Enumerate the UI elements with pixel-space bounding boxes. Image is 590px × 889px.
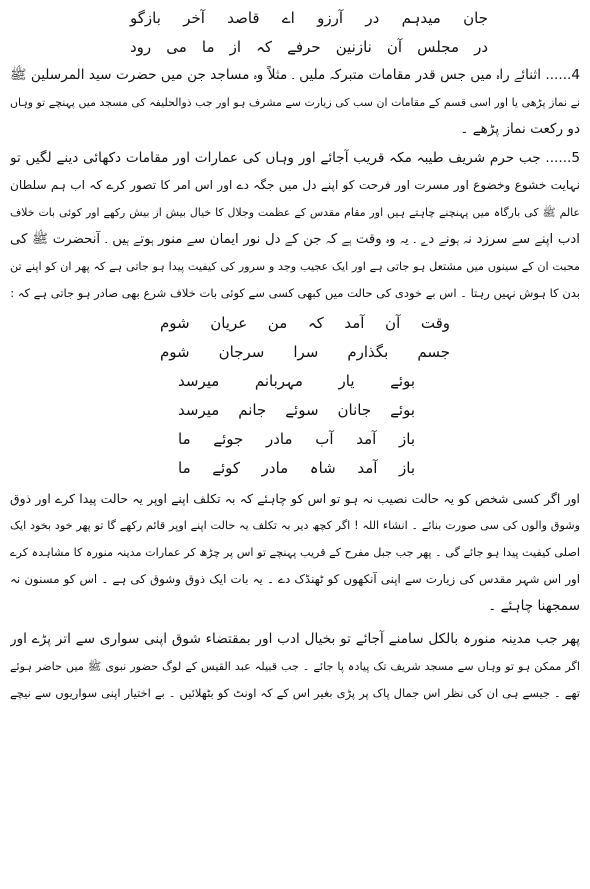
verse-line: جسم بگذارم سرا سرجان شوم — [160, 343, 450, 361]
text-line: محبت ان کے سینوں میں مشتعل ہو جاتی ہے اور ایک عجیب وجد و سرور کی کیفیت پیدا ہو جاتی ہے کہ پھر ان کو اپنے تن — [10, 260, 580, 273]
text-line: وشوق والوں کی سی صورت بنائے ۔ انشاء اللہ ! اگر کچھ دیر بہ تکلف یہ حالت اپنے اوپر قائم رکھے گا تو پھر خود بخود ایک — [10, 519, 580, 532]
verse-line: بوئے جانان سوئے جانم میرسد — [178, 401, 415, 419]
verse-block-1 — [10, 4, 580, 62]
paragraph-7 — [10, 626, 580, 707]
verse-line: بوئے یار مہربانم میرسد — [178, 372, 415, 390]
text-line: سمجھنا چاہئے ۔ — [488, 598, 580, 614]
text-line: اور اگر کسی شخص کو یہ حالت نصیب نہ ہو تو اس کو چاہئے کہ بہ تکلف اپنے اوپر یہ حالت پیدا کرے اور ذوق — [10, 491, 580, 506]
text-line: بدن کا ہوش نہیں رہتا ۔ اس بے خودی کی حالت میں کبھی کسی سے کوئی بات خلاف شرع بھی صادر ہو جاتی ہے کہ : — [10, 286, 580, 300]
verse-line: وقت آن آمد کہ من عریان شوم — [160, 314, 450, 332]
text-line: اصلی کیفیت پیدا ہو جائے گی ۔ پھر جب جبل مفرح کے قریب پہنچے تو اس پر چڑھ کر عمارات مدینہ منورہ کا مشاہدہ کرے — [10, 546, 580, 559]
text-line: پھر جب مدینہ منورہ بالکل سامنے آجائے تو بخیال ادب اور بمقتضاء شوق اپنی سواری سے اتر پڑے اور — [10, 631, 580, 647]
text-line: ادب اپنے سے سرزد نہ ہونے دے ۔ یہ وہ وقت ہے کہ جن کے دل نور ایمان سے منور ہوتے ہیں ۔ آنحضرت ﷺ کی — [10, 232, 580, 247]
text-line: 5...... جب حرم شریف طیبہ مکہ قریب آجائے اور وہاں کی عمارات اور مقامات دکھائی دینے لگیں تو — [10, 150, 580, 166]
verse-line: جان میدہم در آرزو اے قاصد آخر بازگو — [130, 9, 488, 27]
text-line: 4...... اثنائے راہ میں جس قدر مقامات متبرکہ ملیں ۔ مثلاً وہ مساجد جن میں حضرت سید المرسلین ﷺ — [10, 67, 580, 83]
paragraph-5 — [10, 145, 580, 307]
verse-line: باز آمد شاہ مادر کوئے ما — [178, 459, 415, 477]
text-line: نہایت خشوع وخضوع اور مسرت اور فرحت کو اپنے دل میں جگہ دے اور اس امر کا تصور کرے کہ اب ہم سلطان — [10, 178, 580, 192]
verse-block-2 — [10, 309, 580, 483]
text-line: عالم ﷺ کی بارگاہ میں پہنچنے چاہتے ہیں اور مقام مقدس کے عظمت وجلال کا خیال بیش از بیش رکھے اور کوئی بات خلاف — [10, 206, 580, 219]
text-line: تھے ۔ جیسے ہی ان کی نظر اس جمال پاک پر پڑی بغیر اس کے کہ اونٹ کو بٹھلائیں ۔ بے اختیار اپنی سواریوں سے نیچے — [10, 686, 580, 700]
text-line: دو رکعت نماز پڑھے ۔ — [460, 121, 580, 137]
paragraph-6 — [10, 485, 580, 620]
verse-line: در مجلس آن نازنین حرفے کہ از ما می رود — [130, 38, 488, 56]
paragraph-4 — [10, 62, 580, 143]
text-line: اور اس شہر مقدس کی زیارت سے اپنی آنکھوں کو ٹھنڈک دے ۔ یہ بات ایک ذوق وشوق کی ہے ۔ اس کو مسنون نہ — [10, 572, 580, 586]
verse-line: باز آمد آب مادر جوئے ما — [178, 430, 415, 448]
text-line: نے نماز پڑھی یا اور اسی قسم کے مقامات ان سب کی زیارت سے مشرف ہو اور جب ذوالحلیفہ کی مسجد میں پہنچے تو وہاں — [10, 96, 580, 109]
text-line: اگر ممکن ہو تو وہاں سے مسجد شریف تک پیادہ پا جائے ۔ جب قبیلہ عبد القیس کے لوگ حضور نبوی ﷺ میں حاضر ہوئے — [10, 660, 580, 673]
